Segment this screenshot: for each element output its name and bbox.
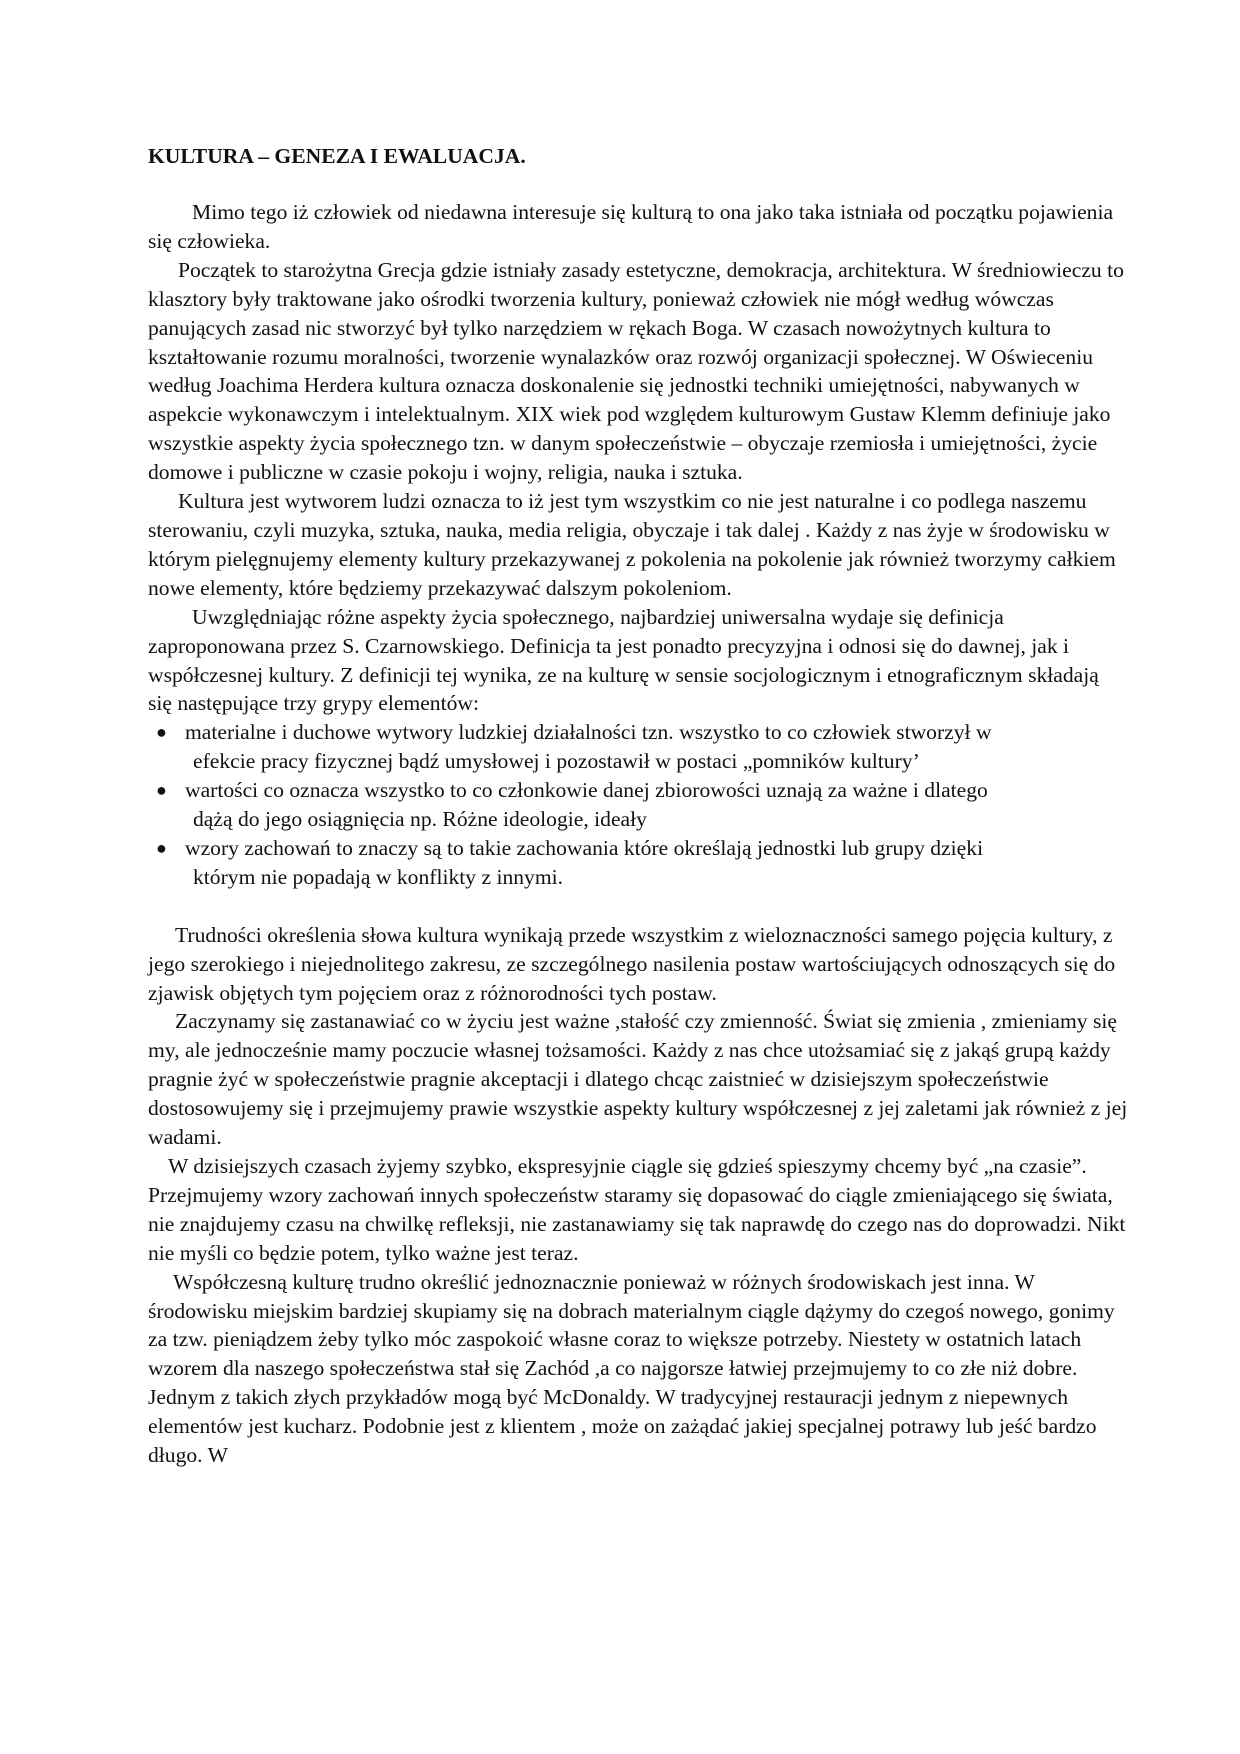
paragraph-czarnowski: Uwzględniając różne aspekty życia społecznego, najbardziej uniwersalna wydaje się definicja zaproponowana przez S. Czarnowskiego. Definicja ta jest ponadto precyzyjna i odnosi się do dawnej, jak i współczesnej kultury. Z definicji tej wynika, ze na kulturę w sensie socjologicznym i etnograficznym składają się następujące trzy grypy elementów: xyxy=(148,604,1099,716)
document-title: KULTURA – GENEZA I EWALUACJA. xyxy=(148,144,526,168)
list-item-line: materialne i duchowe wytwory ludzkiej działalności tzn. wszystko to co człowiek stworzył w xyxy=(185,720,992,745)
paragraph-intro: Mimo tego iż człowiek od niedawna interesuje się kulturą to ona jako taka istniała od początku pojawienia się człowieka. xyxy=(148,200,1114,253)
list-item xyxy=(148,834,1128,892)
paragraph-culture-definition: Kultura jest wytworem ludzi oznacza to iż jest tym wszystkim co nie jest naturalne i co podlega naszemu sterowaniu, czyli muzyka, sztuka, nauka, media religia, obyczaje i tak dalej . Każdy z nas żyje w środowisku w którym pielęgnujemy elementy kultury przekazywanej z pokolenia na pokolenie jak również tworzymy całkiem nowe elementy, które będziemy przekazywać dalszym pokoleniom. xyxy=(148,489,1116,600)
paragraph-modern-times: W dzisiejszych czasach żyjemy szybko, ekspresyjnie ciągle się gdzieś spieszymy chcemy być „na czasie”. Przejmujemy wzory zachowań innych społeczeństw staramy się dopasować do ciągle zmieniającego się świata, nie znajdujemy czasu na chwilkę refleksji, nie zastanawiamy się tak naprawdę do czego nas do doprowadzi. Nikt nie myśli co będzie potem, tylko ważne jest teraz. xyxy=(148,1154,1126,1265)
bullet-icon: ● xyxy=(156,722,167,743)
list-item-line: efekcie pracy fizycznej bądź umysłowej i pozostawił w postaci „pomników kultury’ xyxy=(193,749,920,774)
document-page xyxy=(148,142,1128,1470)
list-item-line: wartości co oznacza wszystko to co członkowie danej zbiorowości uznają za ważne i dlatego xyxy=(185,778,988,803)
paragraph-contemporary-culture: Współczesną kulturę trudno określić jednoznacznie ponieważ w różnych środowiskach jest inna. W środowisku miejskim bardziej skupiamy się na dobrach materialnym ciągle dążymy do czegoś nowego, gonimy za tzw. pieniądzem żeby tylko móc zaspokoić własne coraz to większe potrzeby. Niestety w ostatnich latach wzorem dla naszego społeczeństwa stał się Zachód ,a co najgorsze łatwiej przejmujemy to co złe niż dobre. Jednym z takich złych przykładów mogą być McDonaldy. W tradycyjnej restauracji jednym z niepewnych elementów jest kucharz. Podobnie jest z klientem , może on zażądać jakiej specjalnej potrawy lub jeść bardzo długo. W xyxy=(148,1269,1115,1468)
paragraph-difficulties: Trudności określenia słowa kultura wynikają przede wszystkim z wieloznaczności samego pojęcia kultury, z jego szerokiego i niejednolitego zakresu, ze szczególnego nasilenia postaw wartościujących odnoszących się do zjawisk objętych tym pojęciem oraz z różnorodności tych postaw. xyxy=(148,922,1116,1005)
paragraph-history: Początek to starożytna Grecja gdzie istniały zasady estetyczne, demokracja, architektura. W średniowieczu to klasztory były traktowane jako ośrodki tworzenia kultury, ponieważ człowiek nie mógł według wówczas panujących zasad nic stworzyć był tylko narzędziem w rękach Boga. W czasach nowożytnych kultura to kształtowanie rozumu moralności, tworzenie wynalazków oraz rozwój organizacji społecznej. W Oświeceniu według Joachima Herdera kultura oznacza doskonalenie się jednostki techniki umiejętności, nabywanych w aspekcie wykonawczym i intelektualnym. XIX wiek pod względem kulturowym Gustaw Klemm definiuje jako wszystkie aspekty życia społecznego tzn. w danym społeczeństwie – obyczaje rzemiosła i umiejętności, życie domowe i publiczne w czasie pokoju i wojny, religia, nauka i sztuka. xyxy=(148,257,1124,485)
bullet-icon: ● xyxy=(156,780,167,801)
element-list xyxy=(148,718,1128,891)
list-item xyxy=(148,718,1128,776)
list-item xyxy=(148,776,1128,834)
bullet-icon: ● xyxy=(156,837,167,858)
list-item-line: którym nie popadają w konflikty z innymi. xyxy=(193,864,564,889)
list-item-line: wzory zachowań to znaczy są to takie zachowania które określają jednostki lub grupy dzięki xyxy=(185,835,984,860)
paragraph-change: Zaczynamy się zastanawiać co w życiu jest ważne ,stałość czy zmienność. Świat się zmienia , zmieniamy się my, ale jednocześnie mamy poczucie własnej tożsamości. Każdy z nas chce utożsamiać się z jakąś grupą każdy pragnie żyć w społeczeństwie pragnie akceptacji i dlatego chcąc zaistnieć w dzisiejszym społeczeństwie dostosowujemy się i przejmujemy prawie wszystkie aspekty kultury współczesnej z jej zaletami jak również z jej wadami. xyxy=(148,1009,1128,1150)
list-item-line: dążą do jego osiągnięcia np. Różne ideologie, ideały xyxy=(193,807,647,832)
spacer xyxy=(148,892,1128,921)
